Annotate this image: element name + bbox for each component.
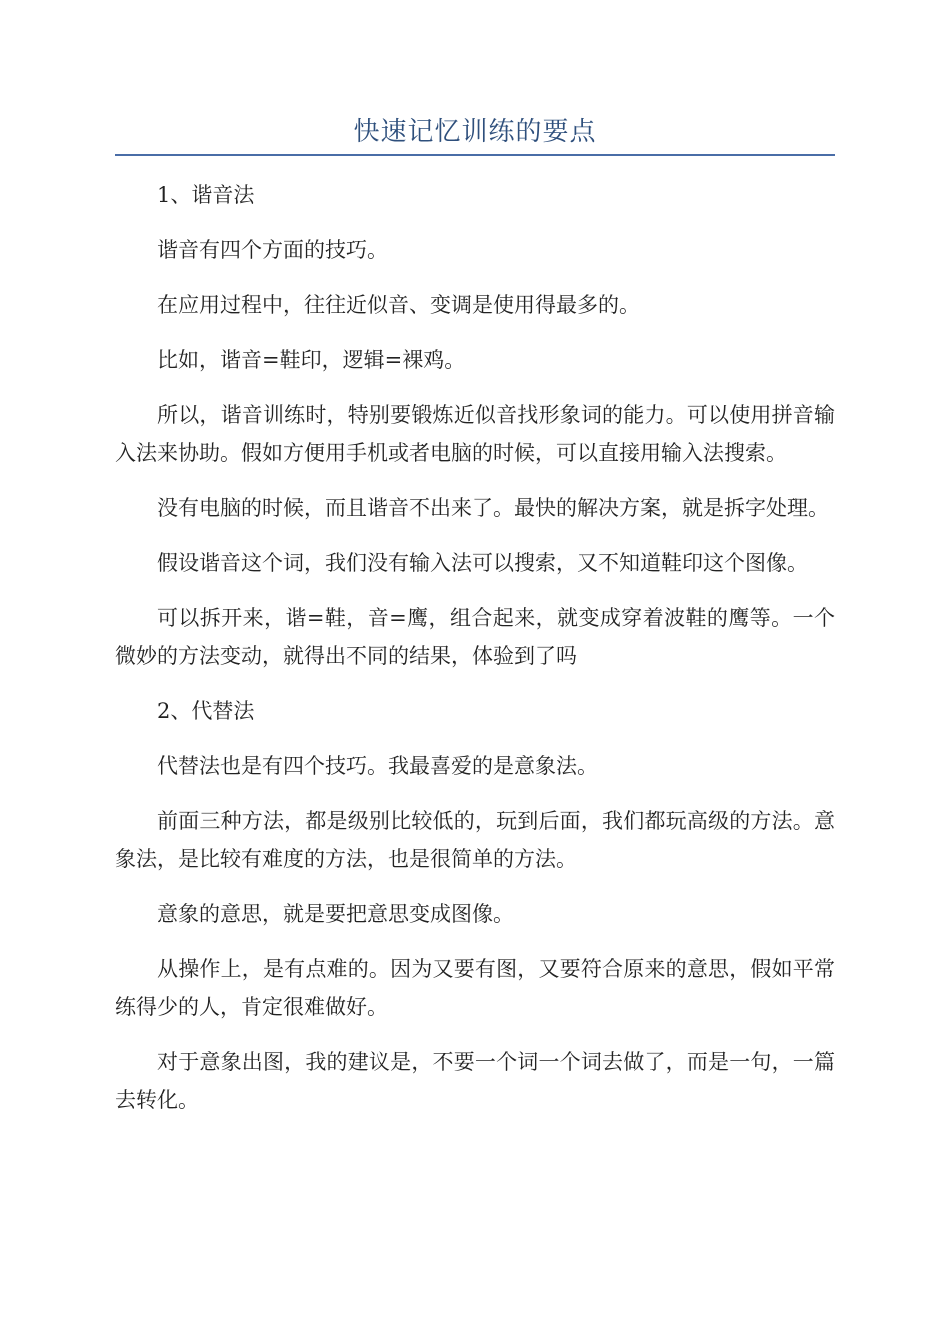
paragraph: 谐音有四个方面的技巧。: [157, 238, 388, 262]
section-heading-substitution: 2、代替法: [157, 699, 255, 723]
paragraph: 意象的意思，就是要把意思变成图像。: [157, 902, 514, 926]
paragraph: 所以，谐音训练时，特别要锻炼近似音找形象词的能力。可以使用拼音输入法来协助。假如方便用手机或者电脑的时候，可以直接用输入法搜索。: [115, 403, 835, 465]
paragraph: 假设谐音这个词，我们没有输入法可以搜索，又不知道鞋印这个图像。: [157, 551, 808, 575]
document-body: [115, 176, 835, 1136]
paragraph: 从操作上，是有点难的。因为又要有图，又要符合原来的意思，假如平常练得少的人，肯定很难做好。: [115, 957, 835, 1019]
title-underline: [115, 154, 835, 156]
paragraph: 没有电脑的时候，而且谐音不出来了。最快的解决方案，就是拆字处理。: [157, 496, 829, 520]
paragraph: 可以拆开来，谐=鞋，音=鹰，组合起来，就变成穿着波鞋的鹰等。一个微妙的方法变动，就得出不同的结果，体验到了吗: [115, 606, 835, 668]
paragraph: 比如，谐音=鞋印，逻辑=裸鸡。: [157, 348, 466, 372]
document-title: 快速记忆训练的要点: [353, 117, 597, 147]
paragraph: 在应用过程中，往往近似音、变调是使用得最多的。: [157, 293, 640, 317]
section-heading-homophone: 1、谐音法: [157, 183, 255, 207]
paragraph: 代替法也是有四个技巧。我最喜爱的是意象法。: [157, 754, 598, 778]
paragraph: 对于意象出图，我的建议是，不要一个词一个词去做了，而是一句，一篇去转化。: [115, 1050, 835, 1112]
paragraph: 前面三种方法，都是级别比较低的，玩到后面，我们都玩高级的方法。意象法，是比较有难度的方法，也是很简单的方法。: [115, 809, 835, 871]
